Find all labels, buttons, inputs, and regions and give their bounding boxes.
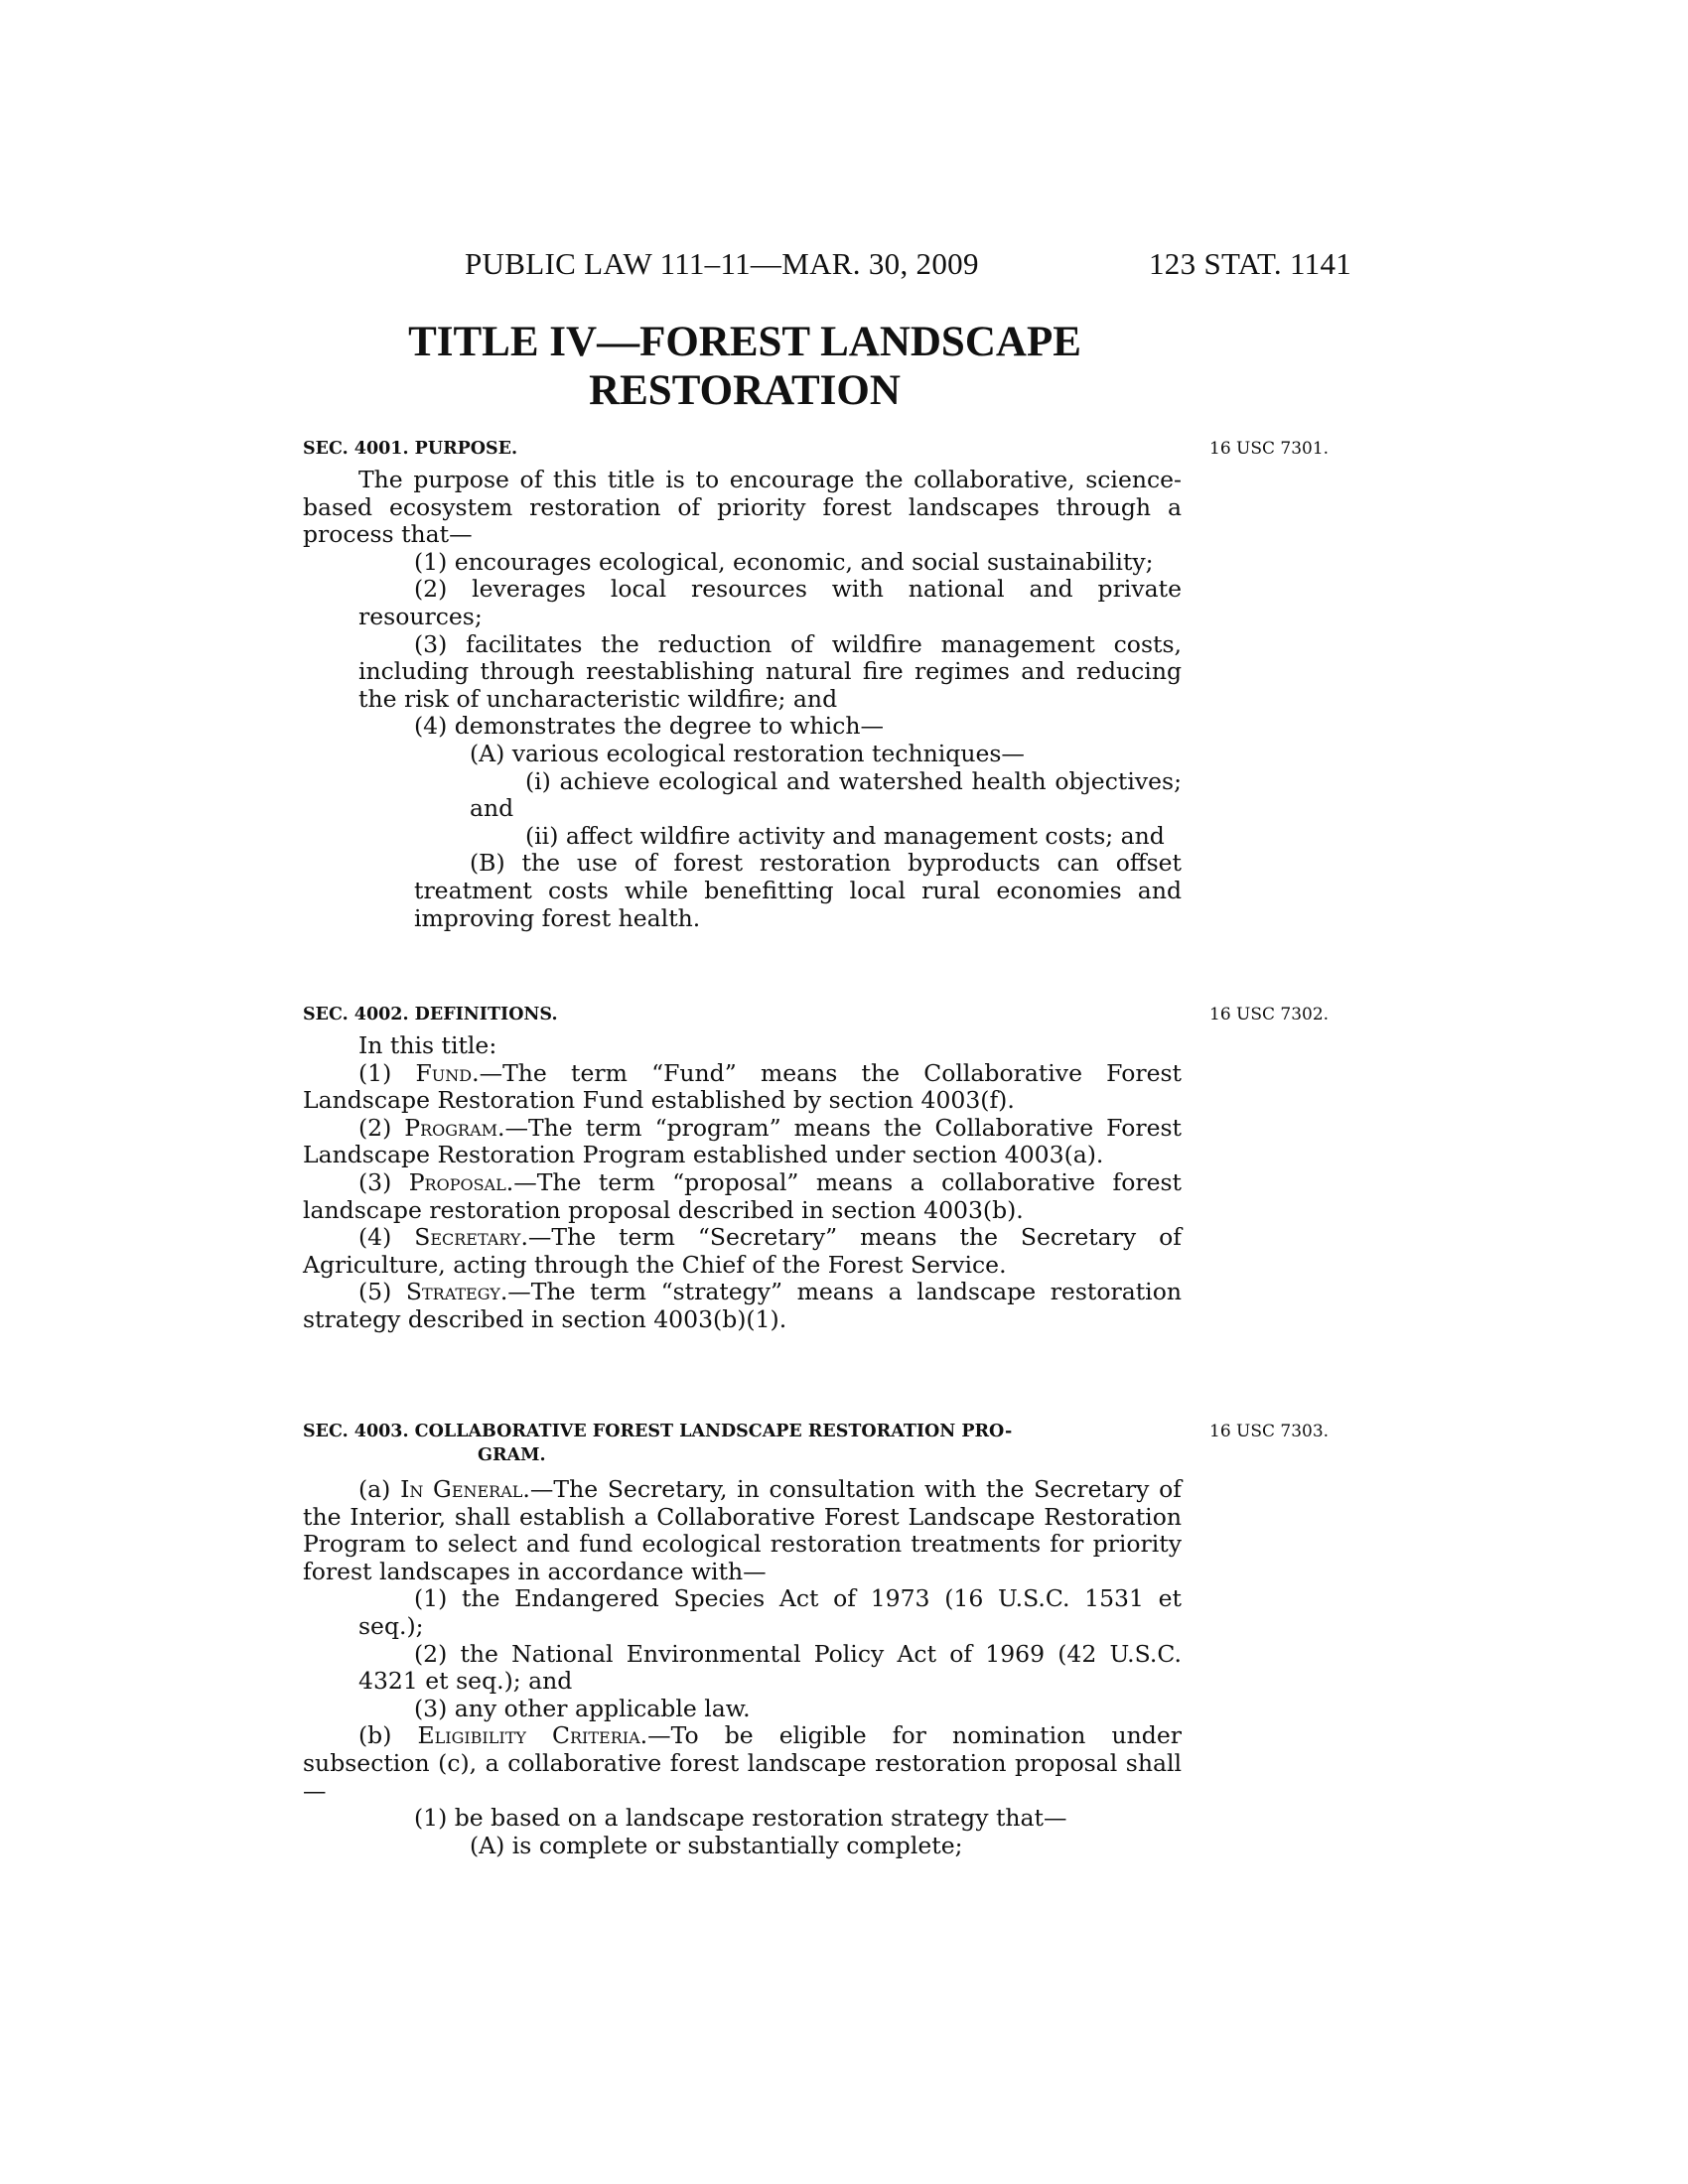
definition-fund-label: Fund [415, 1058, 473, 1087]
sec-4002-citation: 16 USC 7302. [1209, 1005, 1330, 1024]
sec-4002-body [303, 1032, 1182, 1334]
definition-proposal: (3) Proposal.—The term “proposal” means a collaborative forest landscape restoration proposal described in section 4003(b). [303, 1167, 1182, 1224]
purpose-item-2: (2) leverages local resources with national and private resources; [358, 575, 1182, 630]
sec-4003-heading-line-2: GRAM. [478, 1445, 546, 1465]
page-number-stat: 123 STAT. 1141 [1149, 246, 1352, 281]
definition-proposal-label: Proposal [408, 1167, 506, 1196]
subsection-a-3: (3) any other applicable law. [414, 1694, 751, 1722]
subsection-b-1: (1) be based on a landscape restoration strategy that— [414, 1804, 1067, 1833]
purpose-item-4A-i: (i) achieve ecological and watershed health objectives; and [470, 766, 1182, 823]
sec-4003-body [303, 1476, 1182, 1859]
title-line-2: RESTORATION [589, 367, 901, 414]
subsection-b-label: Eligibility Criteria [417, 1721, 640, 1750]
subsection-b: (b) Eligibility Criteria.—To be eligible for nomination under subsection (c), a collaborative forest landscape restoration proposal shall— [303, 1721, 1182, 1805]
purpose-item-4A-ii: (ii) affect wildfire activity and management costs; and [525, 821, 1165, 850]
purpose-item-4A: (A) various ecological restoration techniques— [470, 739, 1025, 767]
sec-4003-heading [303, 1420, 1187, 1467]
subsection-a: (a) In General.—The Secretary, in consultation with the Secretary of the Interior, shall establish a Collaborative Forest Landscape Restoration Program to select and fund ecological restoration treatments for priority forest landscapes in accordance with— [303, 1475, 1182, 1585]
definitions-intro: In this title: [358, 1031, 497, 1059]
subsection-b-1-A: (A) is complete or substantially complete; [470, 1831, 963, 1859]
sec-4001-citation: 16 USC 7301. [1209, 439, 1330, 459]
running-header-left: PUBLIC LAW 111–11—MAR. 30, 2009 [465, 246, 979, 281]
definition-secretary: (4) Secretary.—The term “Secretary” means the Secretary of Agriculture, acting through the Chief of the Forest Service. [303, 1223, 1182, 1279]
definition-secretary-label: Secretary [414, 1223, 521, 1252]
subsection-a-1: (1) the Endangered Species Act of 1973 (16 U.S.C. 1531 et seq.); [358, 1584, 1182, 1640]
purpose-item-3: (3) facilitates the reduction of wildfire management costs, including through reestablishing natural fire regimes and reducing the risk of uncharacteristic wildfire; and [358, 629, 1182, 713]
sec-4003-heading-line-1: SEC. 4003. COLLABORATIVE FOREST LANDSCAPE RESTORATION PRO- [303, 1422, 1013, 1441]
definition-fund: (1) Fund.—The term “Fund” means the Collaborative Forest Landscape Restoration Fund established by section 4003(f). [303, 1058, 1182, 1115]
definition-program-label: Program [404, 1113, 498, 1142]
purpose-item-4B: (B) the use of forest restoration byproducts can offset treatment costs while benefitting local rural economies and improving forest health. [414, 849, 1182, 932]
sec-4001-body [303, 467, 1182, 932]
page-title [298, 318, 1192, 415]
sec-4003-citation: 16 USC 7303. [1209, 1422, 1330, 1441]
purpose-intro: The purpose of this title is to encourage the collaborative, science-based ecosystem restoration of priority forest landscapes through a process that— [303, 466, 1182, 549]
definition-program: (2) Program.—The term “program” means the Collaborative Forest Landscape Restoration Program established under section 4003(a). [303, 1113, 1182, 1169]
sec-4001-heading: SEC. 4001. PURPOSE. [303, 439, 518, 459]
definition-strategy-label: Strategy [405, 1278, 500, 1306]
purpose-item-4: (4) demonstrates the degree to which— [414, 712, 884, 741]
definition-strategy: (5) Strategy.—The term “strategy” means a landscape restoration strategy described in section 4003(b)(1). [303, 1278, 1182, 1333]
purpose-item-1: (1) encourages ecological, economic, and social sustainability; [414, 547, 1154, 576]
sec-4002-heading: SEC. 4002. DEFINITIONS. [303, 1005, 558, 1024]
title-line-1: TITLE IV—FOREST LANDSCAPE [408, 319, 1081, 365]
subsection-a-label: In General [400, 1475, 523, 1503]
subsection-a-2: (2) the National Environmental Policy Act of 1969 (42 U.S.C. 4321 et seq.); and [358, 1639, 1182, 1696]
